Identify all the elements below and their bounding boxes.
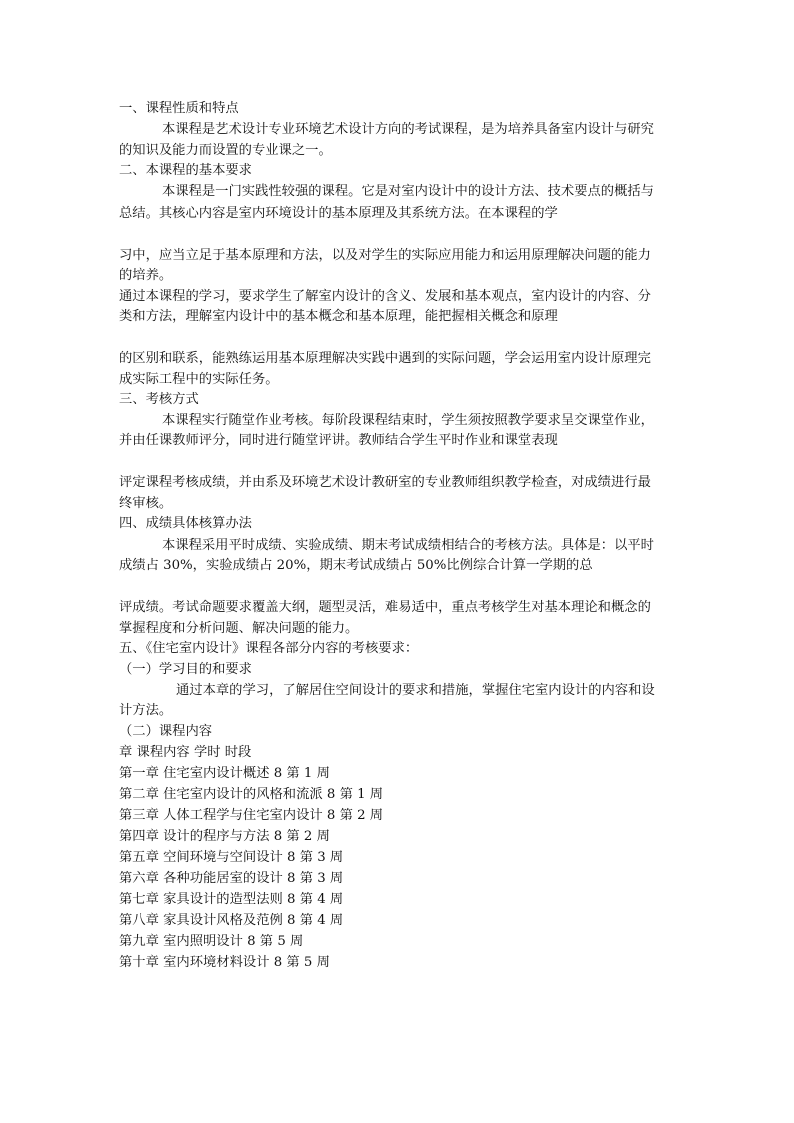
- paragraph-line: 习中，应当立足于基本原理和方法，以及对学生的实际应用能力和运用原理解决问题的能力: [119, 248, 651, 263]
- paragraph-line: 本课程是一门实践性较强的课程。它是对室内设计中的设计方法、技术要点的概括与: [162, 184, 654, 199]
- paragraph-line: 类和方法，理解室内设计中的基本概念和基本原理，能把握相关概念和原理: [119, 309, 558, 324]
- schedule-row: 第四章 设计的程序与方法 8 第 2 周: [119, 829, 330, 844]
- paragraph-line: 掌握程度和分析问题、解决问题的能力。: [119, 621, 359, 636]
- schedule-row: 第七章 家具设计的造型法则 8 第 4 周: [119, 892, 344, 907]
- paragraph-line: 并由任课教师评分，同时进行随堂评讲。教师结合学生平时作业和课堂表现: [119, 433, 558, 448]
- paragraph-line: 的培养。: [119, 268, 173, 283]
- subheading-learning-goals: （一）学习目的和要求: [119, 662, 252, 677]
- heading-assessment-method: 三、考核方式: [119, 392, 199, 407]
- heading-course-nature: 一、课程性质和特点: [119, 101, 239, 116]
- subheading-course-content: （二）课程内容: [119, 724, 213, 739]
- schedule-row: 第二章 住宅室内设计的风格和流派 8 第 1 周: [119, 787, 384, 802]
- paragraph-line: 总结。其核心内容是室内环境设计的基本原理及其系统方法。在本课程的学: [119, 206, 558, 221]
- paragraph-line: 本课程实行随堂作业考核。每阶段课程结束时，学生须按照教学要求呈交课堂作业，: [162, 413, 654, 428]
- heading-grade-calculation: 四、成绩具体核算办法: [119, 516, 252, 531]
- paragraph-line: 通过本课程的学习，要求学生了解室内设计的含义、发展和基本观点，室内设计的内容、分: [119, 289, 651, 304]
- paragraph-line: 计方法。: [119, 703, 173, 718]
- schedule-row: 第八章 家具设计风格及范例 8 第 4 周: [119, 913, 344, 928]
- schedule-row: 第十章 室内环境材料设计 8 第 5 周: [119, 955, 330, 970]
- paragraph-line: 通过本章的学习，了解居住空间设计的要求和措施，掌握住宅室内设计的内容和设: [176, 683, 655, 698]
- schedule-row: 第五章 空间环境与空间设计 8 第 3 周: [119, 850, 344, 865]
- schedule-row: 第六章 各种功能居室的设计 8 第 3 周: [119, 871, 344, 886]
- paragraph-line: 终审核。: [119, 496, 173, 511]
- schedule-row: 第一章 住宅室内设计概述 8 第 1 周: [119, 766, 330, 781]
- schedule-header-row: 章 课程内容 学时 时段: [119, 745, 252, 760]
- paragraph-line: 成实际工程中的实际任务。: [119, 372, 279, 387]
- heading-section-requirements: 五、《住宅室内设计》课程各部分内容的考核要求：: [119, 641, 419, 656]
- paragraph-line: 评定课程考核成绩，并由系及环境艺术设计教研室的专业教师组织教学检查，对成绩进行最: [119, 475, 651, 490]
- paragraph-line: 成绩占 30%，实验成绩占 20%，期末考试成绩占 50%比例综合计算一学期的总: [119, 558, 593, 573]
- paragraph-line: 的区别和联系，能熟练运用基本原理解决实践中遇到的实际问题，学会运用室内设计原理完: [119, 351, 651, 366]
- paragraph-line: 评成绩。考试命题要求覆盖大纲，题型灵活，难易适中，重点考核学生对基本理论和概念的: [119, 600, 651, 615]
- paragraph-line: 本课程采用平时成绩、实验成绩、期末考试成绩相结合的考核方法。具体是：以平时: [162, 538, 654, 553]
- heading-basic-requirements: 二、本课程的基本要求: [119, 163, 252, 178]
- schedule-row: 第三章 人体工程学与住宅室内设计 8 第 2 周: [119, 808, 384, 823]
- paragraph-line: 本课程是艺术设计专业环境艺术设计方向的考试课程，是为培养具备室内设计与研究: [162, 122, 654, 137]
- schedule-row: 第九章 室内照明设计 8 第 5 周: [119, 934, 304, 949]
- paragraph-line: 的知识及能力而设置的专业课之一。: [119, 143, 332, 158]
